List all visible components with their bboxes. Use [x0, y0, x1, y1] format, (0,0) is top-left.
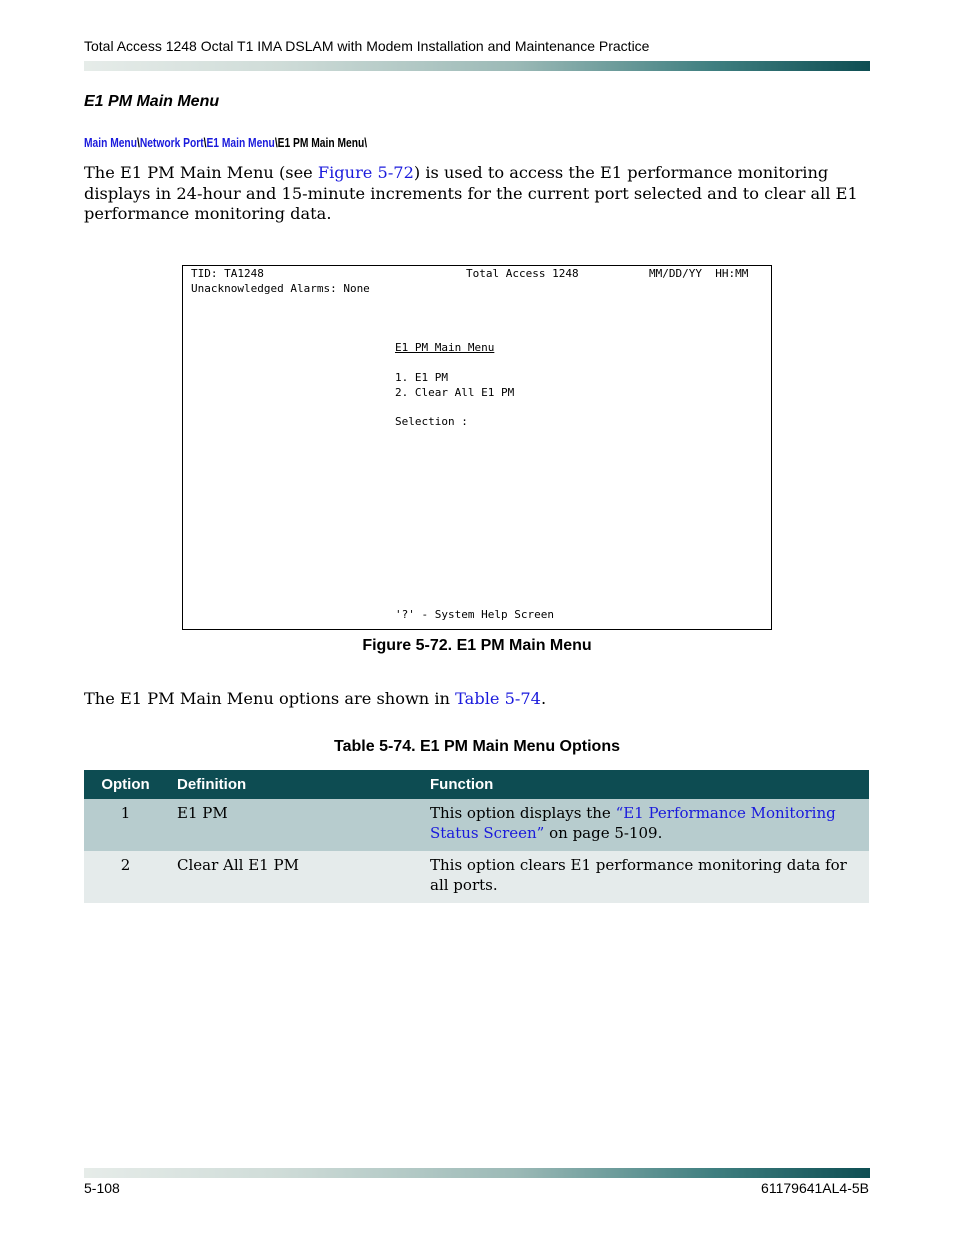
function-text-end: on page 5-109. — [544, 823, 663, 842]
column-header-function: Function — [420, 770, 869, 799]
breadcrumb-link-main-menu[interactable]: Main Menu — [84, 136, 137, 150]
terminal-selection-prompt[interactable]: Selection : — [395, 415, 468, 428]
section-heading: E1 PM Main Menu — [84, 93, 220, 110]
terminal-option-1[interactable]: 1. E1 PM — [395, 371, 448, 384]
intro-text-end: ) is used to access the E1 performance monitoring displays in 24-hour and 15-minute increments for the current port selected and to clear all E1 performance monitoring data. — [84, 163, 858, 223]
options-text-end: . — [540, 689, 547, 708]
terminal-tid: TID: TA1248 — [191, 267, 264, 280]
terminal-screen — [182, 265, 772, 630]
breadcrumb-link-e1-main-menu[interactable]: E1 Main Menu — [206, 136, 275, 150]
intro-paragraph — [84, 163, 874, 225]
header-rule — [84, 61, 870, 71]
breadcrumb-separator: \ — [136, 136, 140, 150]
terminal-help-hint: '?' - System Help Screen — [395, 608, 554, 621]
cell-function — [420, 799, 869, 851]
footer-rule — [84, 1168, 870, 1178]
column-header-option: Option — [84, 770, 167, 799]
breadcrumb — [84, 136, 367, 150]
table-header-row — [84, 770, 869, 799]
figure-link[interactable]: Figure 5-72 — [317, 163, 414, 182]
terminal-datetime: MM/DD/YY HH:MM — [649, 267, 749, 280]
breadcrumb-separator: \ — [203, 136, 207, 150]
cell-function — [420, 851, 869, 903]
terminal-option-2[interactable]: 2. Clear All E1 PM — [395, 386, 515, 399]
options-paragraph — [84, 689, 874, 710]
running-header: Total Access 1248 Octal T1 IMA DSLAM with Modem Installation and Maintenance Practice — [84, 38, 650, 54]
table-link[interactable]: Table 5-74 — [455, 689, 541, 708]
doc-number: 61179641AL4-5B — [761, 1180, 869, 1196]
options-text: The E1 PM Main Menu options are shown in — [84, 689, 456, 708]
figure-caption: Figure 5-72. E1 PM Main Menu — [362, 637, 592, 654]
cell-option: 1 — [84, 799, 167, 851]
table-row — [84, 851, 869, 903]
terminal-product: Total Access 1248 — [466, 267, 579, 280]
terminal-alarms: Unacknowledged Alarms: None — [191, 282, 370, 295]
terminal-menu-title: E1 PM Main Menu — [395, 341, 495, 354]
function-text: This option displays the — [430, 804, 616, 822]
status-screen-link[interactable]: “E1 Performance Monitoring Status Screen” — [430, 804, 836, 842]
breadcrumb-link-network-port[interactable]: Network Port — [139, 136, 204, 150]
cell-option: 2 — [84, 851, 167, 903]
table-title: Table 5-74. E1 PM Main Menu Options — [334, 738, 620, 755]
column-header-definition: Definition — [167, 770, 420, 799]
options-table — [84, 770, 869, 903]
intro-text: The E1 PM Main Menu (see — [84, 163, 318, 182]
cell-definition: E1 PM — [167, 799, 420, 851]
table-row — [84, 799, 869, 851]
page-number: 5-108 — [84, 1180, 120, 1196]
cell-definition: Clear All E1 PM — [167, 851, 420, 903]
function-text: This option clears E1 performance monitoring data for all ports. — [430, 856, 847, 894]
breadcrumb-current: \E1 PM Main Menu\ — [274, 136, 368, 150]
